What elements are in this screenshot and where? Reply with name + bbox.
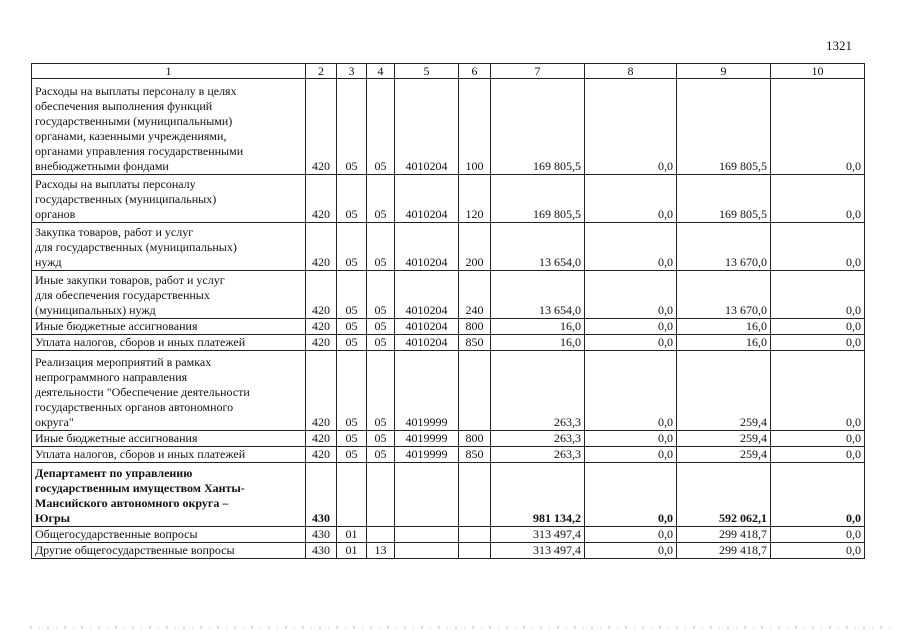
row-amount-col7: 981 134,2 xyxy=(491,463,585,527)
row-name: Расходы на выплаты персоналу государственных (муниципальных) органов xyxy=(32,175,306,223)
row-amount-col8: 0,0 xyxy=(585,543,677,559)
row-name: Департамент по управлению государственным имуществом Ханты- Мансийского автономного округа – Югры xyxy=(32,463,306,527)
row-subsection: 05 xyxy=(367,175,395,223)
table-row xyxy=(32,463,865,527)
table-row xyxy=(32,319,865,335)
row-target-article xyxy=(395,527,459,543)
row-amount-col10: 0,0 xyxy=(771,351,865,431)
row-target-article: 4019999 xyxy=(395,431,459,447)
column-header-2: 2 xyxy=(306,64,337,79)
row-expense-type xyxy=(459,463,491,527)
row-section: 05 xyxy=(337,223,367,271)
row-amount-col8: 0,0 xyxy=(585,319,677,335)
row-expense-type: 850 xyxy=(459,447,491,463)
row-amount-col10: 0,0 xyxy=(771,463,865,527)
row-amount-col9: 16,0 xyxy=(677,335,771,351)
row-amount-col8: 0,0 xyxy=(585,79,677,175)
row-admin-code: 420 xyxy=(306,335,337,351)
row-amount-col10: 0,0 xyxy=(771,319,865,335)
row-admin-code: 420 xyxy=(306,175,337,223)
row-amount-col7: 169 805,5 xyxy=(491,79,585,175)
row-amount-col7: 263,3 xyxy=(491,447,585,463)
row-admin-code: 420 xyxy=(306,447,337,463)
column-header-5: 5 xyxy=(395,64,459,79)
row-amount-col7: 169 805,5 xyxy=(491,175,585,223)
row-amount-col8: 0,0 xyxy=(585,431,677,447)
row-admin-code: 420 xyxy=(306,351,337,431)
row-expense-type: 850 xyxy=(459,335,491,351)
row-subsection: 05 xyxy=(367,351,395,431)
column-header-7: 7 xyxy=(491,64,585,79)
table-row xyxy=(32,527,865,543)
row-amount-col10: 0,0 xyxy=(771,447,865,463)
page-number: 1321 xyxy=(826,38,852,53)
row-name: Закупка товаров, работ и услуг для государственных (муниципальных) нужд xyxy=(32,223,306,271)
row-section: 05 xyxy=(337,79,367,175)
row-amount-col9: 259,4 xyxy=(677,447,771,463)
row-subsection xyxy=(367,527,395,543)
row-name: Иные закупки товаров, работ и услуг для обеспечения государственных (муниципальных) нужд xyxy=(32,271,306,319)
row-target-article: 4010204 xyxy=(395,319,459,335)
row-amount-col9: 259,4 xyxy=(677,431,771,447)
row-subsection: 05 xyxy=(367,447,395,463)
table-row xyxy=(32,447,865,463)
table-row xyxy=(32,223,865,271)
row-target-article: 4010204 xyxy=(395,335,459,351)
row-section: 05 xyxy=(337,431,367,447)
row-target-article: 4019999 xyxy=(395,447,459,463)
row-target-article: 4010204 xyxy=(395,175,459,223)
row-subsection: 05 xyxy=(367,335,395,351)
row-section: 01 xyxy=(337,527,367,543)
scan-artifact-line xyxy=(30,626,890,629)
row-admin-code: 420 xyxy=(306,79,337,175)
row-amount-col10: 0,0 xyxy=(771,271,865,319)
row-amount-col9: 169 805,5 xyxy=(677,175,771,223)
row-amount-col7: 13 654,0 xyxy=(491,271,585,319)
row-amount-col8: 0,0 xyxy=(585,271,677,319)
row-name: Расходы на выплаты персоналу в целях обеспечения выполнения функций государственными (муниципальными) органами, казенными учреждениями, органами управления государственными внебюджетными фондами xyxy=(32,79,306,175)
row-subsection xyxy=(367,463,395,527)
row-section: 05 xyxy=(337,351,367,431)
row-target-article xyxy=(395,543,459,559)
row-expense-type xyxy=(459,351,491,431)
row-amount-col8: 0,0 xyxy=(585,335,677,351)
row-section: 05 xyxy=(337,319,367,335)
row-amount-col8: 0,0 xyxy=(585,527,677,543)
row-admin-code: 420 xyxy=(306,223,337,271)
row-amount-col9: 13 670,0 xyxy=(677,223,771,271)
row-amount-col7: 16,0 xyxy=(491,319,585,335)
row-expense-type: 120 xyxy=(459,175,491,223)
row-amount-col9: 13 670,0 xyxy=(677,271,771,319)
row-amount-col7: 313 497,4 xyxy=(491,527,585,543)
row-amount-col10: 0,0 xyxy=(771,175,865,223)
row-expense-type xyxy=(459,527,491,543)
row-name: Реализация мероприятий в рамках непрограммного направления деятельности "Обеспечение деятельности государственных органов автономного округа" xyxy=(32,351,306,431)
table-row xyxy=(32,543,865,559)
column-header-1: 1 xyxy=(32,64,306,79)
row-amount-col10: 0,0 xyxy=(771,223,865,271)
column-header-8: 8 xyxy=(585,64,677,79)
row-name: Другие общегосударственные вопросы xyxy=(32,543,306,559)
row-section: 05 xyxy=(337,271,367,319)
row-amount-col8: 0,0 xyxy=(585,447,677,463)
row-expense-type: 800 xyxy=(459,319,491,335)
row-section xyxy=(337,463,367,527)
table-row xyxy=(32,335,865,351)
row-admin-code: 430 xyxy=(306,527,337,543)
row-subsection: 05 xyxy=(367,271,395,319)
row-amount-col7: 16,0 xyxy=(491,335,585,351)
row-expense-type: 240 xyxy=(459,271,491,319)
row-admin-code: 430 xyxy=(306,463,337,527)
row-section: 05 xyxy=(337,447,367,463)
row-section: 01 xyxy=(337,543,367,559)
table-row xyxy=(32,271,865,319)
table-row xyxy=(32,351,865,431)
row-admin-code: 430 xyxy=(306,543,337,559)
row-target-article: 4010204 xyxy=(395,79,459,175)
row-amount-col10: 0,0 xyxy=(771,527,865,543)
row-expense-type: 800 xyxy=(459,431,491,447)
column-header-6: 6 xyxy=(459,64,491,79)
column-header-10: 10 xyxy=(771,64,865,79)
row-amount-col8: 0,0 xyxy=(585,223,677,271)
table-row xyxy=(32,79,865,175)
row-admin-code: 420 xyxy=(306,271,337,319)
row-expense-type: 100 xyxy=(459,79,491,175)
column-header-4: 4 xyxy=(367,64,395,79)
row-name: Уплата налогов, сборов и иных платежей xyxy=(32,447,306,463)
row-name: Уплата налогов, сборов и иных платежей xyxy=(32,335,306,351)
row-amount-col10: 0,0 xyxy=(771,431,865,447)
row-target-article: 4019999 xyxy=(395,351,459,431)
table-row xyxy=(32,175,865,223)
row-section: 05 xyxy=(337,175,367,223)
row-section: 05 xyxy=(337,335,367,351)
row-subsection: 13 xyxy=(367,543,395,559)
row-expense-type: 200 xyxy=(459,223,491,271)
table-body xyxy=(32,79,865,559)
row-subsection: 05 xyxy=(367,431,395,447)
row-subsection: 05 xyxy=(367,79,395,175)
row-target-article: 4010204 xyxy=(395,271,459,319)
row-amount-col9: 259,4 xyxy=(677,351,771,431)
row-name: Общегосударственные вопросы xyxy=(32,527,306,543)
row-amount-col8: 0,0 xyxy=(585,175,677,223)
row-amount-col7: 313 497,4 xyxy=(491,543,585,559)
row-amount-col10: 0,0 xyxy=(771,335,865,351)
row-amount-col9: 169 805,5 xyxy=(677,79,771,175)
row-target-article: 4010204 xyxy=(395,223,459,271)
row-subsection: 05 xyxy=(367,319,395,335)
row-amount-col10: 0,0 xyxy=(771,543,865,559)
row-name: Иные бюджетные ассигнования xyxy=(32,431,306,447)
row-admin-code: 420 xyxy=(306,319,337,335)
row-expense-type xyxy=(459,543,491,559)
column-header-3: 3 xyxy=(337,64,367,79)
row-amount-col9: 592 062,1 xyxy=(677,463,771,527)
row-amount-col9: 299 418,7 xyxy=(677,527,771,543)
budget-table xyxy=(31,63,865,559)
column-header-9: 9 xyxy=(677,64,771,79)
row-amount-col9: 16,0 xyxy=(677,319,771,335)
row-amount-col7: 13 654,0 xyxy=(491,223,585,271)
row-subsection: 05 xyxy=(367,223,395,271)
row-amount-col9: 299 418,7 xyxy=(677,543,771,559)
row-target-article xyxy=(395,463,459,527)
row-admin-code: 420 xyxy=(306,431,337,447)
row-amount-col10: 0,0 xyxy=(771,79,865,175)
row-name: Иные бюджетные ассигнования xyxy=(32,319,306,335)
row-amount-col7: 263,3 xyxy=(491,431,585,447)
row-amount-col7: 263,3 xyxy=(491,351,585,431)
row-amount-col8: 0,0 xyxy=(585,351,677,431)
row-amount-col8: 0,0 xyxy=(585,463,677,527)
table-header-row xyxy=(32,64,865,79)
table-row xyxy=(32,431,865,447)
